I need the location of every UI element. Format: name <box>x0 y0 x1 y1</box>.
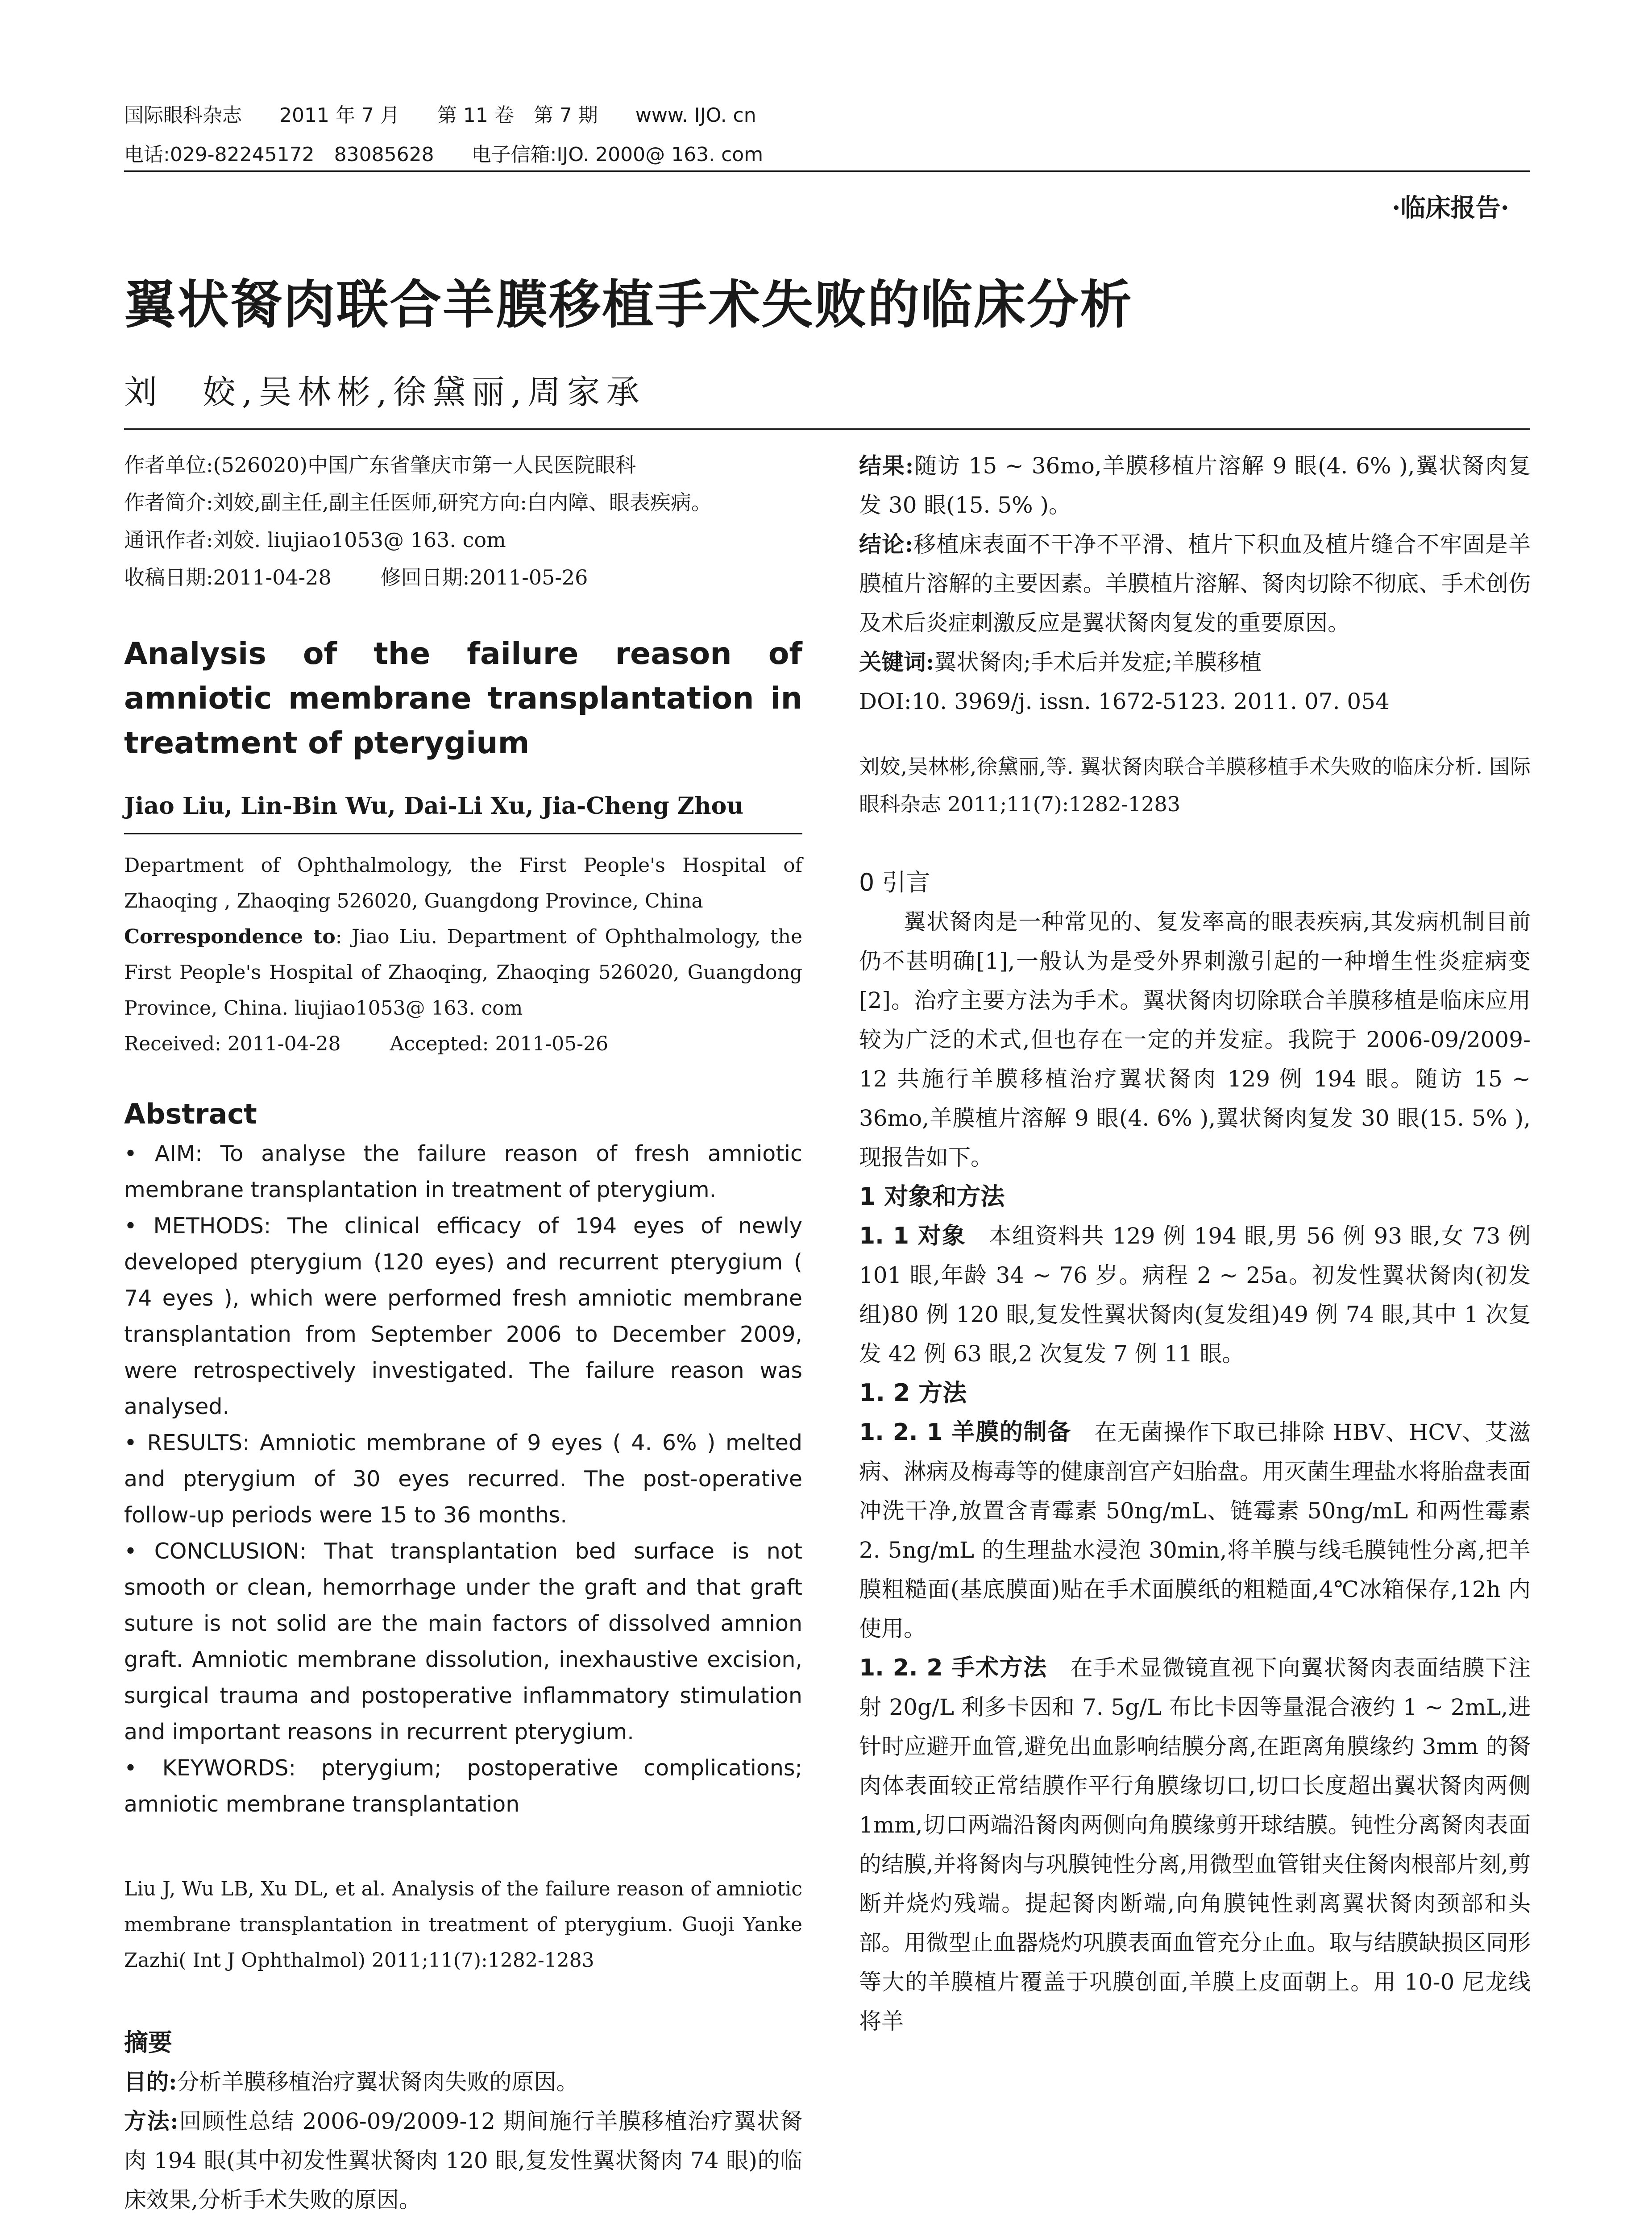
s121-text: 在无菌操作下取已排除 HBV、HCV、艾滋病、淋病及梅毒等的健康剖宫产妇胎盘。用灭菌生理盐水将胎盘表面冲洗干净,放置含青霉素 50ng/mL、链霉素 50ng/mL 和两性霉素 2. 5ng/mL 的生理盐水浸泡 30min,将羊膜与线毛膜钝性分离,把羊膜粗糙面(基底膜面)贴在手术面膜纸的粗糙面,4℃冰箱保存,12h 内使用。 <box>859 1419 1531 1642</box>
section-1-2-heading: 1. 2 方法 <box>859 1379 967 1407</box>
conclusion-label-cn: 结论: <box>859 531 913 557</box>
s11-label: 1. 1 对象 <box>859 1223 966 1249</box>
accepted-en: Accepted: 2011-05-26 <box>390 1033 609 1055</box>
section-1-2-2 <box>859 1648 1531 2041</box>
en-author-rule <box>124 820 802 834</box>
doi: DOI:10. 3969/j. issn. 1672-5123. 2011. 07. 054 <box>859 688 1390 714</box>
abstract-cn-result <box>859 446 1531 525</box>
left-column <box>124 446 802 2219</box>
author-intro: 作者简介:刘姣,副主任,副主任医师,研究方向:白内障、眼表疾病。 <box>124 490 712 514</box>
section-label: ·临床报告· <box>1392 193 1509 223</box>
right-column-content <box>859 446 1531 2041</box>
authors-en: Jiao Liu, Lin-Bin Wu, Dai-Li Xu, Jia-Cheng Zhou <box>124 792 744 820</box>
dates-en <box>124 1026 802 1062</box>
abstract-cn-method <box>124 2102 802 2219</box>
result-text-cn: 随访 15 ~ 36mo,羊膜移植片溶解 9 眼(4. 6% ),翼状胬肉复发 30 眼(15. 5% )。 <box>859 453 1531 518</box>
issue-date: 2011 年 7 月 <box>279 104 400 127</box>
received-date-cn: 收稿日期:2011-04-28 <box>124 565 332 589</box>
s122-label: 1. 2. 2 手术方法 <box>859 1655 1047 1681</box>
s11-text: 本组资料共 129 例 194 眼,男 56 例 93 眼,女 73 例 101 眼,年龄 34 ~ 76 岁。病程 2 ~ 25a。初发性翼状胬肉(初发组)80 例 120 眼,复发性翼状胬肉(复发组)49 例 74 眼,其中 1 次复发 42 例 63 眼,2 次复发 7 例 11 眼。 <box>859 1223 1531 1367</box>
keywords-text-cn: 翼状胬肉;手术后并发症;羊膜移植 <box>934 649 1262 675</box>
section-intro-heading: 0 引言 <box>859 868 930 896</box>
website: www. IJO. cn <box>635 104 756 127</box>
received-en: Received: 2011-04-28 <box>124 1033 341 1055</box>
running-header-line1 <box>124 99 788 128</box>
abstract-heading: Abstract <box>124 1098 257 1130</box>
section-1-heading: 1 对象和方法 <box>859 1182 1005 1211</box>
correspondence-en <box>124 919 802 1026</box>
correspondence-label: Correspondence to <box>124 925 336 948</box>
section-1-2-1 <box>859 1413 1531 1648</box>
article-title-cn: 翼状胬肉联合羊膜移植手术失败的临床分析 <box>124 275 1133 335</box>
title-rule <box>124 428 1530 430</box>
citation-cn: 刘姣,吴林彬,徐黛丽,等. 翼状胬肉联合羊膜移植手术失败的临床分析. 国际眼科杂志 2011;11(7):1282-1283 <box>859 755 1531 816</box>
phone: 电话:029-82245172 83085628 <box>124 143 434 166</box>
s122-text: 在手术显微镜直视下向翼状胬肉表面结膜下注射 20g/L 利多卡因和 7. 5g/L 布比卡因等量混合液约 1 ~ 2mL,进针时应避开血管,避免出血影响结膜分离,在距离角膜缘约 3mm 的胬肉体表面较正常结膜作平行角膜缘切口,切口长度超出翼状胬肉两侧 1mm,切口两端沿胬肉两侧向角膜缘剪开球结膜。钝性分离胬肉表面的结膜,并将胬肉与巩膜钝性分离,用微型血管钳夹住胬肉根部片刻,剪断并烧灼残端。提起胬肉断端,向角膜钝性剥离翼状胬肉颈部和头部。用微型止血器烧灼巩膜表面血管充分止血。取与结膜缺损区同形等大的羊膜植片覆盖于巩膜创面,羊膜上皮面朝上。用 10-0 尼龙线将羊 <box>859 1655 1531 2034</box>
citation-en: Liu J, Wu LB, Xu DL, et al. Analysis of the failure reason of amniotic membrane transplantation in treatment of pterygium. Guoji Yanke Zazhi( Int J Ophthalmol) 2011;11(7):1282-1283 <box>124 1878 802 1972</box>
conclusion-text-cn: 移植床表面不干净不平滑、植片下积血及植片缝合不牢固是羊膜植片溶解的主要因素。羊膜植片溶解、胬肉切除不彻底、手术创伤及术后炎症刺激反应是翼状胬肉复发的重要原因。 <box>859 531 1531 636</box>
aim-text-cn: 分析羊膜移植治疗翼状胬肉失败的原因。 <box>177 2069 579 2095</box>
abstract-cn-aim <box>124 2062 802 2102</box>
dates-cn <box>124 559 802 596</box>
abstract-cn-keywords <box>859 643 1531 682</box>
department-en: Department of Ophthalmology, the First People's Hospital of Zhaoqing , Zhaoqing 526020, Guangdong Province, China <box>124 854 802 912</box>
abstract-cn-heading: 摘要 <box>124 2028 172 2057</box>
author-unit: 作者单位:(526020)中国广东省肇庆市第一人民医院眼科 <box>124 453 636 477</box>
method-text-cn: 回顾性总结 2006-09/2009-12 期间施行羊膜移植治疗翼状胬肉 194 眼(其中初发性翼状胬肉 120 眼,复发性翼状胬肉 74 眼)的临床效果,分析手术失败的原因。 <box>124 2108 802 2213</box>
section-1-1 <box>859 1216 1531 1373</box>
email: 电子信箱:IJO. 2000@ 163. com <box>471 143 764 166</box>
abstract-methods: • METHODS: The clinical efficacy of 194 eyes of newly developed pterygium (120 eyes) and recurrent pterygium ( 74 eyes ), which were performed fresh amniotic membrane transplantation from September 2006 to December 2009, were retrospectively investigated. The failure reason was analysed. <box>124 1213 802 1419</box>
keywords-label-cn: 关键词: <box>859 649 934 675</box>
journal-name: 国际眼科杂志 <box>124 104 242 127</box>
corresponding-author: 通讯作者:刘姣. liujiao1053@ 163. com <box>124 528 506 552</box>
running-header-line2 <box>124 138 794 167</box>
article-title-en: Analysis of the failure reason of amniotic membrane transplantation in treatment of pterygium <box>124 636 802 761</box>
header-rule <box>124 170 1530 172</box>
issue: 第 7 期 <box>533 104 598 127</box>
result-label-cn: 结果: <box>859 452 914 479</box>
aim-label-cn: 目的: <box>124 2069 177 2095</box>
abstract-conclusion: • CONCLUSION: That transplantation bed surface is not smooth or clean, hemorrhage under the graft and that graft suture is not solid are the main factors of dissolved amnion graft. Amniotic membrane dissolution, inexhaustive excision, surgical trauma and postoperative inflammatory stimulation and important reasons in recurrent pterygium. <box>124 1538 802 1745</box>
abstract-results: • RESULTS: Amniotic membrane of 9 eyes ( 4. 6% ) melted and pterygium of 30 eyes recurred. The post-operative follow-up periods were 15 to 36 months. <box>124 1430 802 1528</box>
revised-date-cn: 修回日期:2011-05-26 <box>380 565 588 589</box>
abstract-cn-conclusion <box>859 525 1531 643</box>
correspondence-text: : Jiao Liu. Department of Ophthalmology, the First People's Hospital of Zhaoqing, Zhaoqing 526020, Guangdong Province, China. liujiao1053@ 163. com <box>124 925 803 1020</box>
authors-cn: 刘 姣,吴林彬,徐黛丽,周家承 <box>124 373 646 411</box>
abstract-keywords: • KEYWORDS: pterygium; postoperative complications; amniotic membrane transplantation <box>124 1755 802 1817</box>
s121-label: 1. 2. 1 羊膜的制备 <box>859 1419 1071 1446</box>
method-label-cn: 方法: <box>124 2108 178 2134</box>
intro-paragraph: 翼状胬肉是一种常见的、复发率高的眼表疾病,其发病机制目前仍不甚明确[1],一般认为是受外界刺激引起的一种增生性炎症病变[2]。治疗主要方法为手术。翼状胬肉切除联合羊膜移植是临床应用较为广泛的术式,但也存在一定的并发症。我院于 2006-09/2009-12 共施行羊膜移植治疗翼状胬肉 129 例 194 眼。随访 15 ~ 36mo,羊膜植片溶解 9 眼(4. 6% ),翼状胬肉复发 30 眼(15. 5% ),现报告如下。 <box>859 909 1531 1170</box>
volume: 第 11 卷 <box>437 104 514 127</box>
abstract-aim: • AIM: To analyse the failure reason of fresh amniotic membrane transplantation in treatment of pterygium. <box>124 1141 802 1203</box>
